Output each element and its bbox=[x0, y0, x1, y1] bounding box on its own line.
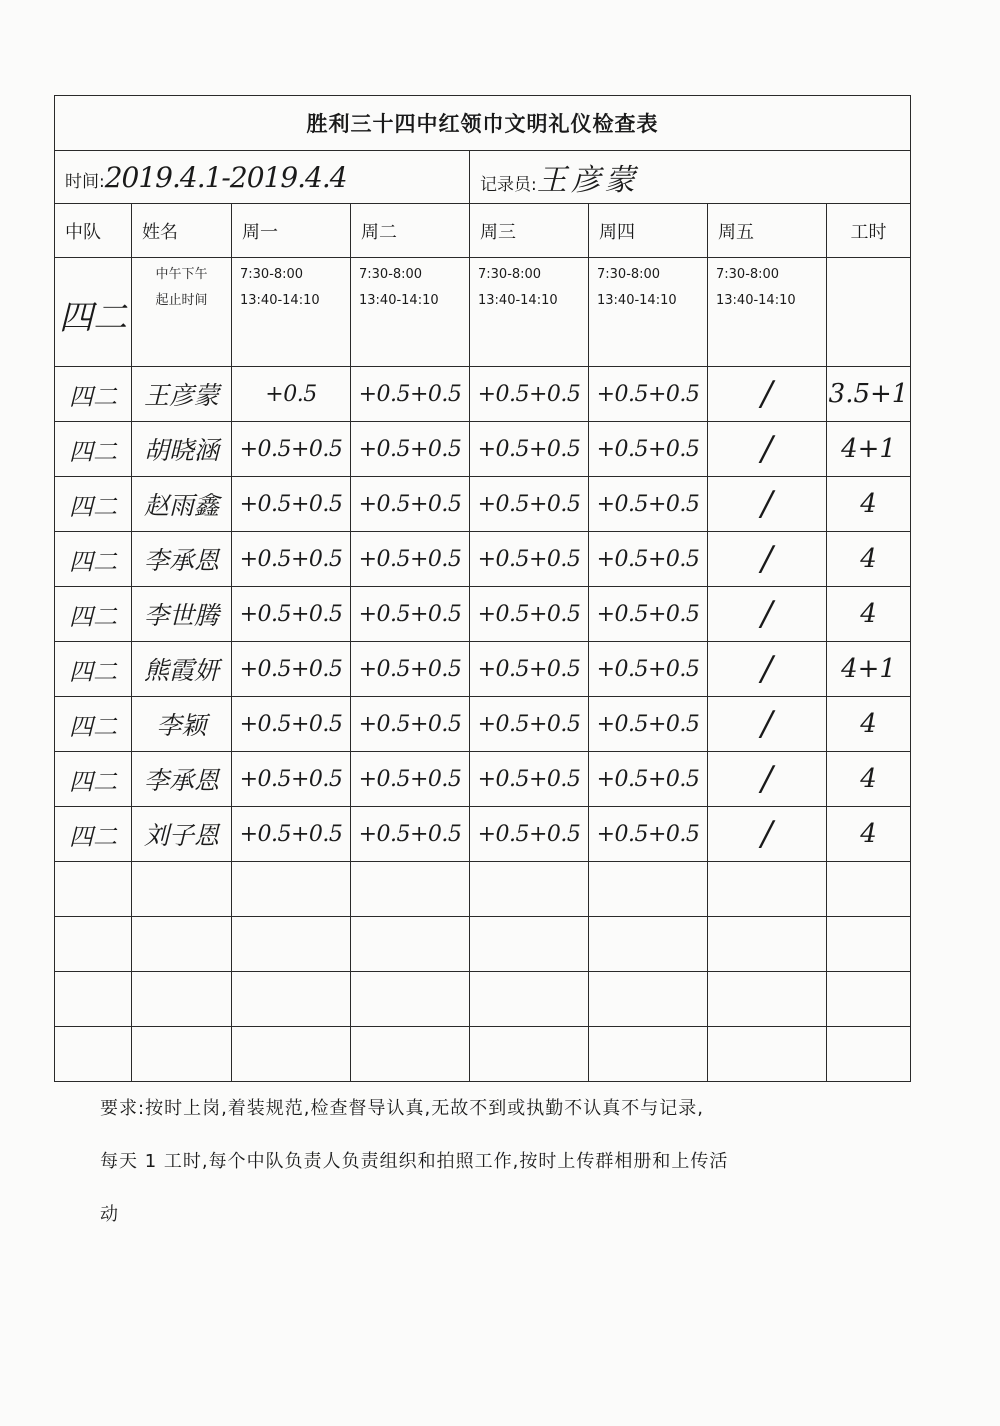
slot-thu bbox=[589, 258, 708, 367]
row-name: 李承恩 bbox=[132, 532, 232, 587]
header-wed: 周三 bbox=[470, 204, 589, 258]
slot-time-pm: 13:40-14:10 bbox=[597, 293, 677, 308]
table-title: 胜利三十四中红领巾文明礼仪检查表 bbox=[55, 96, 911, 151]
row-wed: +0.5+0.5 bbox=[470, 807, 589, 862]
row-hours: 4+1 bbox=[827, 642, 911, 697]
date-range-cell bbox=[55, 151, 470, 204]
table-row bbox=[55, 807, 911, 862]
slot-hours bbox=[827, 258, 911, 367]
row-squad: 四二 bbox=[55, 697, 132, 752]
time-slot-row bbox=[55, 258, 911, 367]
row-hours: 4 bbox=[827, 532, 911, 587]
slot-time-am: 7:30-8:00 bbox=[716, 267, 780, 282]
row-name: 赵雨鑫 bbox=[132, 477, 232, 532]
requirement-line: 要求:按时上岗,着装规范,检查督导认真,无故不到或执勤不认真不与记录, bbox=[100, 1098, 704, 1119]
requirements-note bbox=[100, 1082, 920, 1241]
row-thu: +0.5+0.5 bbox=[589, 367, 708, 422]
header-hours: 工时 bbox=[827, 204, 911, 258]
row-wed: +0.5+0.5 bbox=[470, 477, 589, 532]
table-row bbox=[55, 532, 911, 587]
table-row bbox=[55, 422, 911, 477]
row-wed: +0.5+0.5 bbox=[470, 422, 589, 477]
row-fri: / bbox=[708, 587, 827, 642]
slot-fri bbox=[708, 258, 827, 367]
row-name: 熊霞妍 bbox=[132, 642, 232, 697]
row-hours: 4+1 bbox=[827, 422, 911, 477]
empty-row bbox=[55, 917, 911, 972]
row-tue: +0.5+0.5 bbox=[351, 807, 470, 862]
row-thu: +0.5+0.5 bbox=[589, 587, 708, 642]
slot-time-pm: 13:40-14:10 bbox=[716, 293, 796, 308]
row-mon: +0.5+0.5 bbox=[232, 587, 351, 642]
row-wed: +0.5+0.5 bbox=[470, 697, 589, 752]
table-row bbox=[55, 587, 911, 642]
table-row bbox=[55, 752, 911, 807]
row-tue: +0.5+0.5 bbox=[351, 422, 470, 477]
row-fri: / bbox=[708, 532, 827, 587]
row-wed: +0.5+0.5 bbox=[470, 587, 589, 642]
row-squad: 四二 bbox=[55, 642, 132, 697]
row-mon: +0.5 bbox=[232, 367, 351, 422]
header-fri: 周五 bbox=[708, 204, 827, 258]
header-row bbox=[55, 204, 911, 258]
inspection-table bbox=[54, 95, 911, 1082]
table-row bbox=[55, 367, 911, 422]
row-thu: +0.5+0.5 bbox=[589, 697, 708, 752]
row-wed: +0.5+0.5 bbox=[470, 642, 589, 697]
row-mon: +0.5+0.5 bbox=[232, 532, 351, 587]
slot-wed bbox=[470, 258, 589, 367]
slot-squad-cell bbox=[55, 258, 132, 367]
requirement-line: 每天 1 工时,每个中队负责人负责组织和拍照工作,按时上传群相册和上传活 bbox=[100, 1151, 729, 1172]
recorder-label: 记录员: bbox=[480, 175, 537, 195]
row-fri: / bbox=[708, 697, 827, 752]
row-mon: +0.5+0.5 bbox=[232, 697, 351, 752]
row-hours: 4 bbox=[827, 587, 911, 642]
slot-time-am: 7:30-8:00 bbox=[478, 267, 542, 282]
row-mon: +0.5+0.5 bbox=[232, 752, 351, 807]
table-row bbox=[55, 642, 911, 697]
row-mon: +0.5+0.5 bbox=[232, 477, 351, 532]
row-squad: 四二 bbox=[55, 422, 132, 477]
row-thu: +0.5+0.5 bbox=[589, 642, 708, 697]
slot-label-line2: 起止时间 bbox=[155, 293, 208, 308]
row-mon: +0.5+0.5 bbox=[232, 642, 351, 697]
inspection-sheet bbox=[54, 95, 910, 1082]
slot-time-pm: 13:40-14:10 bbox=[478, 293, 558, 308]
header-tue: 周二 bbox=[351, 204, 470, 258]
row-squad: 四二 bbox=[55, 587, 132, 642]
row-hours: 3.5+1 bbox=[827, 367, 911, 422]
row-squad: 四二 bbox=[55, 807, 132, 862]
row-thu: +0.5+0.5 bbox=[589, 477, 708, 532]
row-name: 李世腾 bbox=[132, 587, 232, 642]
empty-row bbox=[55, 1027, 911, 1082]
row-hours: 4 bbox=[827, 477, 911, 532]
slot-time-am: 7:30-8:00 bbox=[240, 267, 304, 282]
row-squad: 四二 bbox=[55, 532, 132, 587]
slot-mon bbox=[232, 258, 351, 367]
requirement-line: 动 bbox=[100, 1204, 119, 1225]
row-mon: +0.5+0.5 bbox=[232, 807, 351, 862]
row-hours: 4 bbox=[827, 697, 911, 752]
row-tue: +0.5+0.5 bbox=[351, 477, 470, 532]
table-row bbox=[55, 697, 911, 752]
header-squad: 中队 bbox=[55, 204, 132, 258]
row-wed: +0.5+0.5 bbox=[470, 367, 589, 422]
row-wed: +0.5+0.5 bbox=[470, 532, 589, 587]
row-fri: / bbox=[708, 642, 827, 697]
row-hours: 4 bbox=[827, 807, 911, 862]
header-thu: 周四 bbox=[589, 204, 708, 258]
row-tue: +0.5+0.5 bbox=[351, 697, 470, 752]
time-value: 2019.4.1-2019.4.4 bbox=[104, 160, 347, 194]
row-name: 李承恩 bbox=[132, 752, 232, 807]
slot-tue bbox=[351, 258, 470, 367]
row-squad: 四二 bbox=[55, 752, 132, 807]
row-fri: / bbox=[708, 422, 827, 477]
empty-row bbox=[55, 862, 911, 917]
row-squad: 四二 bbox=[55, 477, 132, 532]
slot-time-am: 7:30-8:00 bbox=[597, 267, 661, 282]
recorder-cell bbox=[470, 151, 911, 204]
slot-label-cell bbox=[132, 258, 232, 367]
row-fri: / bbox=[708, 367, 827, 422]
row-squad: 四二 bbox=[55, 367, 132, 422]
row-tue: +0.5+0.5 bbox=[351, 642, 470, 697]
row-wed: +0.5+0.5 bbox=[470, 752, 589, 807]
row-tue: +0.5+0.5 bbox=[351, 367, 470, 422]
table-row bbox=[55, 477, 911, 532]
header-name: 姓名 bbox=[132, 204, 232, 258]
slot-label-line1: 中午下午 bbox=[155, 267, 208, 282]
header-mon: 周一 bbox=[232, 204, 351, 258]
row-thu: +0.5+0.5 bbox=[589, 807, 708, 862]
row-tue: +0.5+0.5 bbox=[351, 587, 470, 642]
row-name: 刘子恩 bbox=[132, 807, 232, 862]
row-mon: +0.5+0.5 bbox=[232, 422, 351, 477]
slot-time-pm: 13:40-14:10 bbox=[359, 293, 439, 308]
row-fri: / bbox=[708, 752, 827, 807]
row-fri: / bbox=[708, 477, 827, 532]
row-tue: +0.5+0.5 bbox=[351, 752, 470, 807]
slot-time-am: 7:30-8:00 bbox=[359, 267, 423, 282]
row-hours: 4 bbox=[827, 752, 911, 807]
row-thu: +0.5+0.5 bbox=[589, 532, 708, 587]
slot-time-pm: 13:40-14:10 bbox=[240, 293, 320, 308]
recorder-value: 王彦蒙 bbox=[536, 163, 639, 198]
slot-squad: 四二 bbox=[59, 298, 127, 338]
row-name: 王彦蒙 bbox=[132, 367, 232, 422]
time-label: 时间: bbox=[65, 171, 105, 192]
row-name: 胡晓涵 bbox=[132, 422, 232, 477]
row-fri: / bbox=[708, 807, 827, 862]
row-name: 李颖 bbox=[132, 697, 232, 752]
empty-row bbox=[55, 972, 911, 1027]
row-tue: +0.5+0.5 bbox=[351, 532, 470, 587]
row-thu: +0.5+0.5 bbox=[589, 422, 708, 477]
row-thu: +0.5+0.5 bbox=[589, 752, 708, 807]
